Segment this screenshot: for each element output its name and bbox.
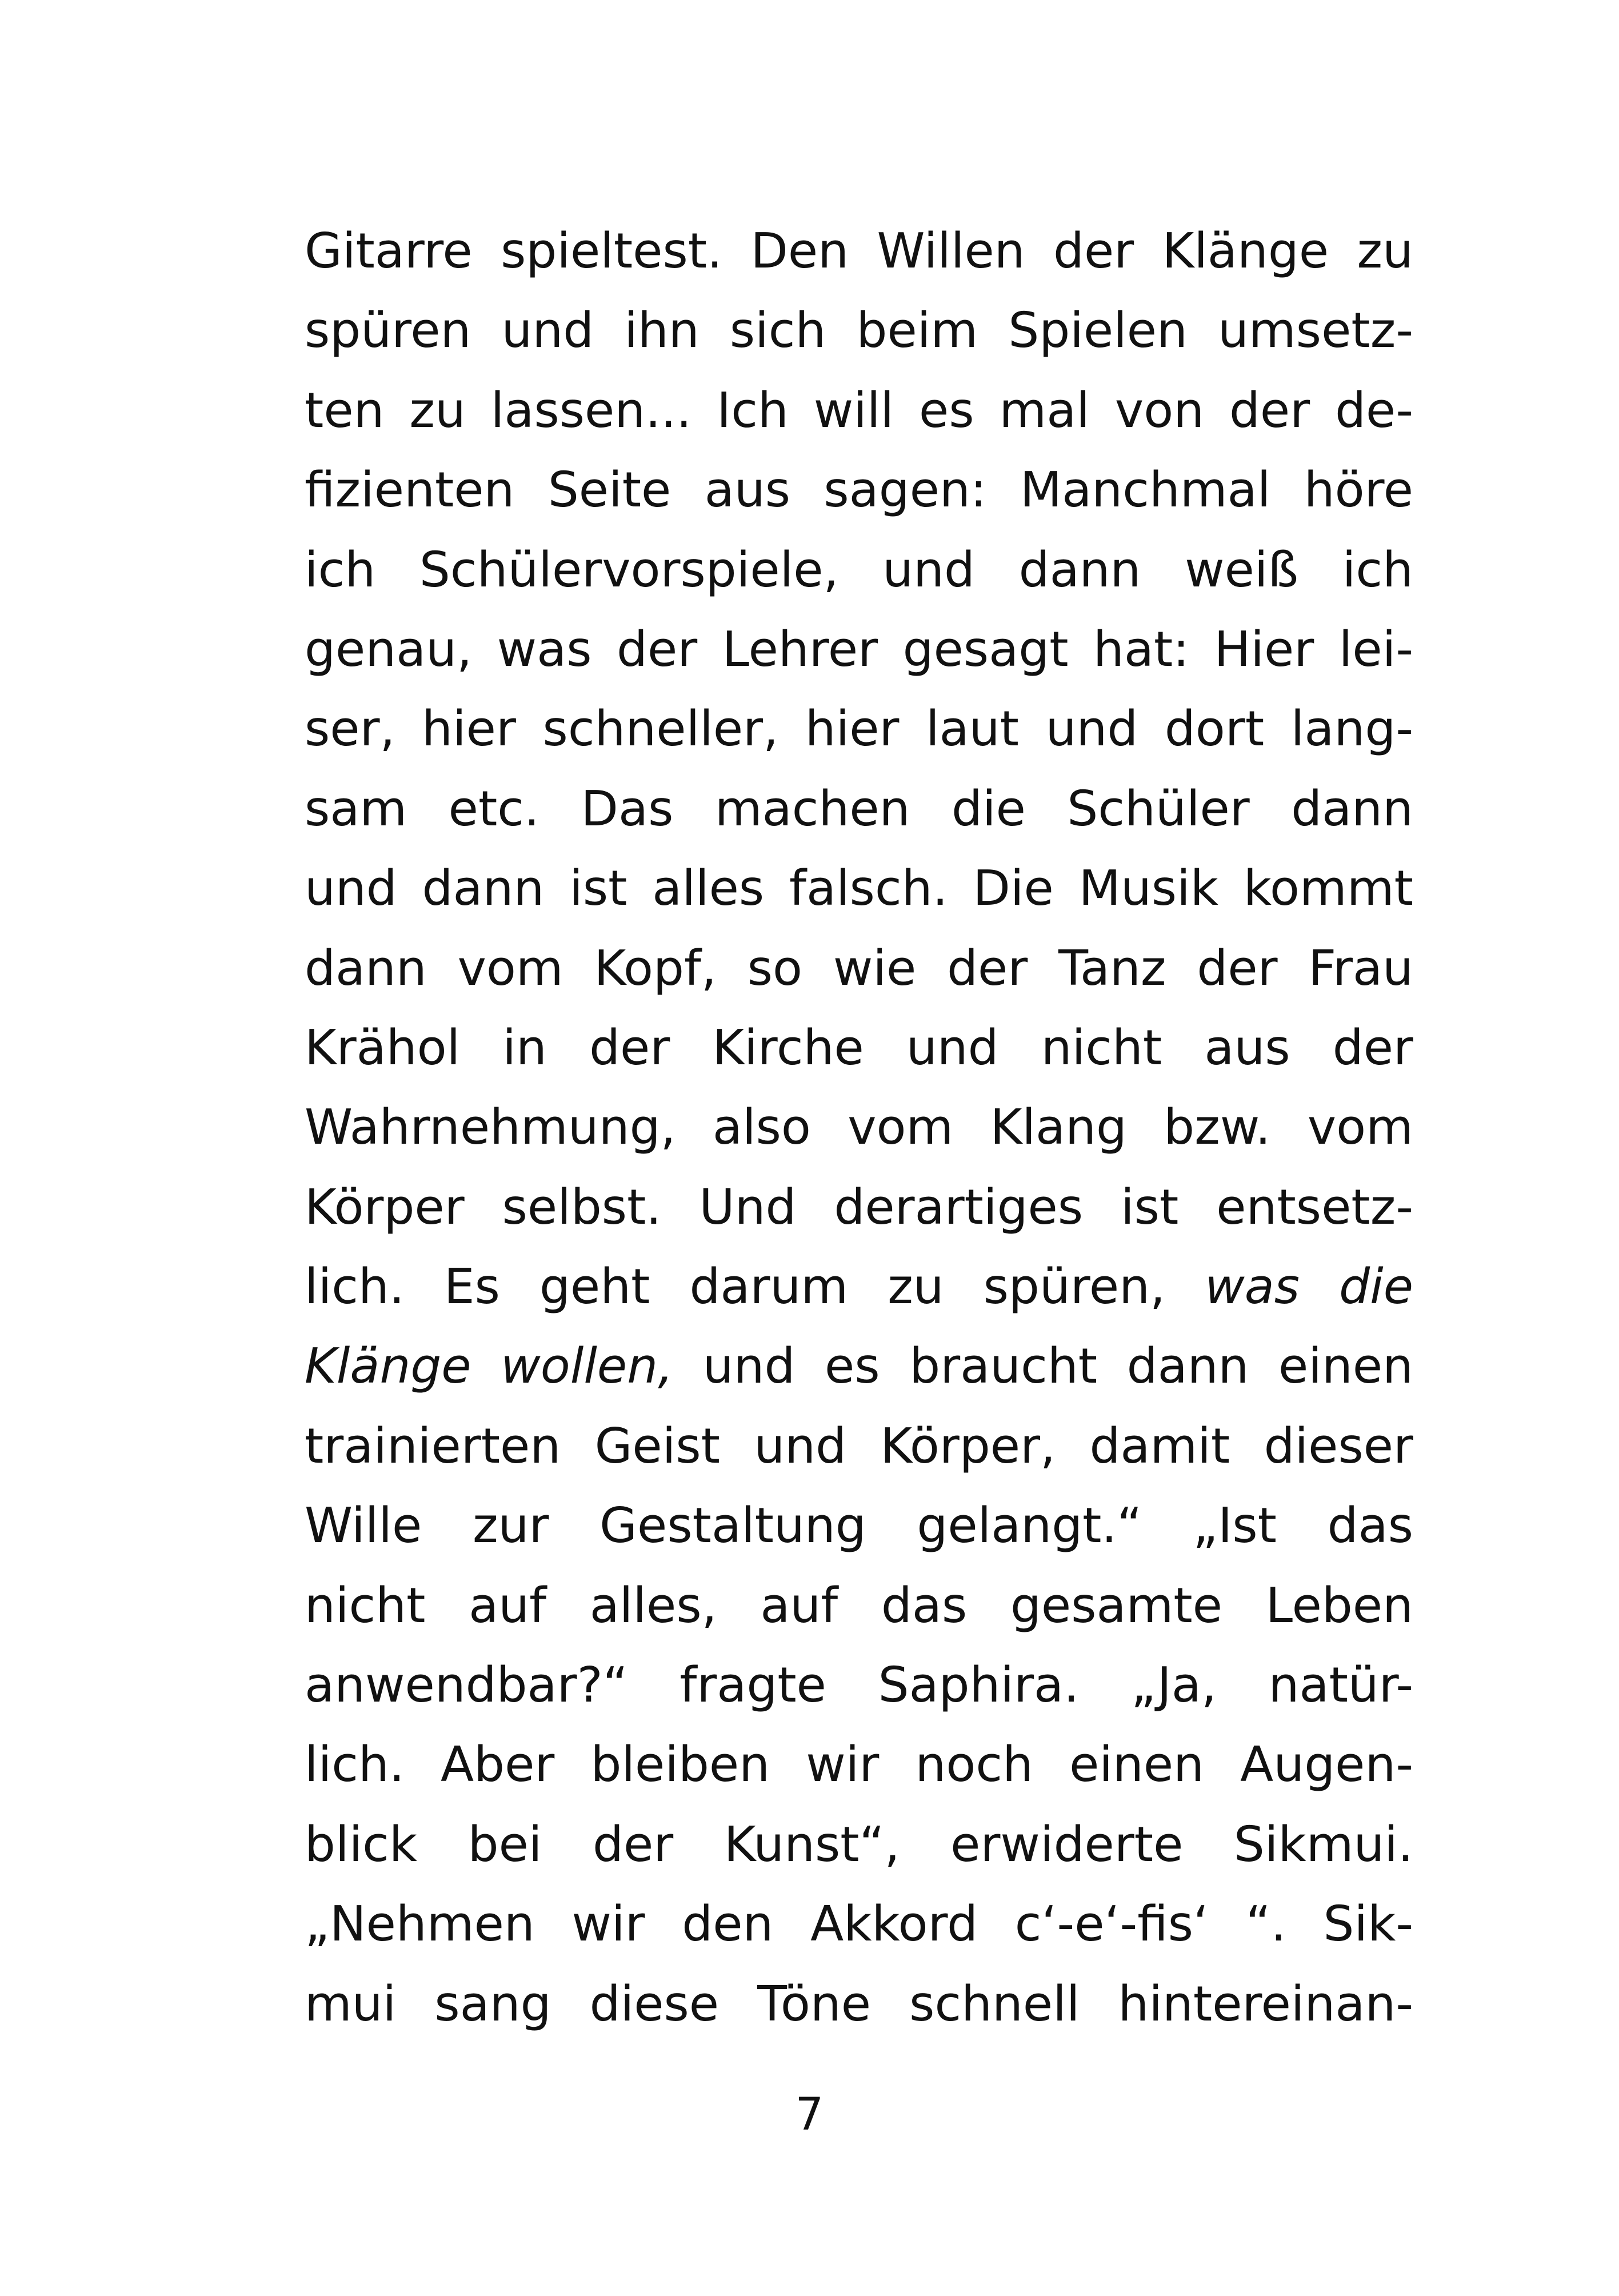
text-line: trainierten Geist und Körper, damit dieser [305, 1417, 1413, 1475]
text-line: spüren und ihn sich beim Spielen umsetz- [305, 302, 1413, 360]
text-line: dann vom Kopf, so wie der Tanz der Frau [305, 940, 1413, 997]
text-line: sam etc. Das machen die Schüler dann [305, 780, 1413, 837]
text-line: und dann ist alles falsch. Die Musik kommt [305, 860, 1413, 917]
text-line-with-italic [305, 1327, 1413, 1406]
text-line: Wahrnehmung, also vom Klang bzw. vom [305, 1099, 1413, 1156]
text-line: ich Schülervorspiele, und dann weiß ich [305, 541, 1413, 598]
text-segment: und es braucht dann einen [673, 1338, 1413, 1395]
text-line: „Nehmen wir den Akkord c‘-e‘-fis‘ “. Sik- [305, 1896, 1413, 1953]
text-line: ten zu lassen... Ich will es mal von der de- [305, 382, 1413, 439]
text-line: mui sang diese Töne schnell hintereinan- [305, 1975, 1413, 2033]
text-line: blick bei der Kunst“, erwiderte Sikmui. [305, 1816, 1413, 1873]
text-segment: lich. Es geht darum zu spüren, [305, 1259, 1205, 1316]
text-line: ser, hier schneller, hier laut und dort lang- [305, 701, 1413, 758]
text-line: lich. Aber bleiben wir noch einen Augen- [305, 1736, 1413, 1794]
page-number: 7 [795, 2089, 824, 2141]
text-line: genau, was der Lehrer gesagt hat: Hier lei- [305, 621, 1413, 678]
text-line: Gitarre spieltest. Den Willen der Klänge zu [305, 223, 1413, 279]
text-line: anwendbar?“ fragte Saphira. „Ja, natür- [305, 1657, 1413, 1714]
body-text [305, 211, 1413, 2044]
text-line: fizienten Seite aus sagen: Manchmal höre [305, 462, 1413, 519]
text-line: Krähol in der Kirche und nicht aus der [305, 1019, 1413, 1076]
italic-phrase: was die [1205, 1259, 1414, 1316]
text-line: nicht auf alles, auf das gesamte Leben [305, 1577, 1413, 1634]
text-line: Körper selbst. Und derartiges ist entsetz- [305, 1179, 1413, 1236]
italic-phrase: Klänge wollen, [305, 1338, 674, 1395]
text-line: Wille zur Gestaltung gelangt.“ „Ist das [305, 1498, 1413, 1555]
text-line-with-italic [305, 1247, 1413, 1327]
